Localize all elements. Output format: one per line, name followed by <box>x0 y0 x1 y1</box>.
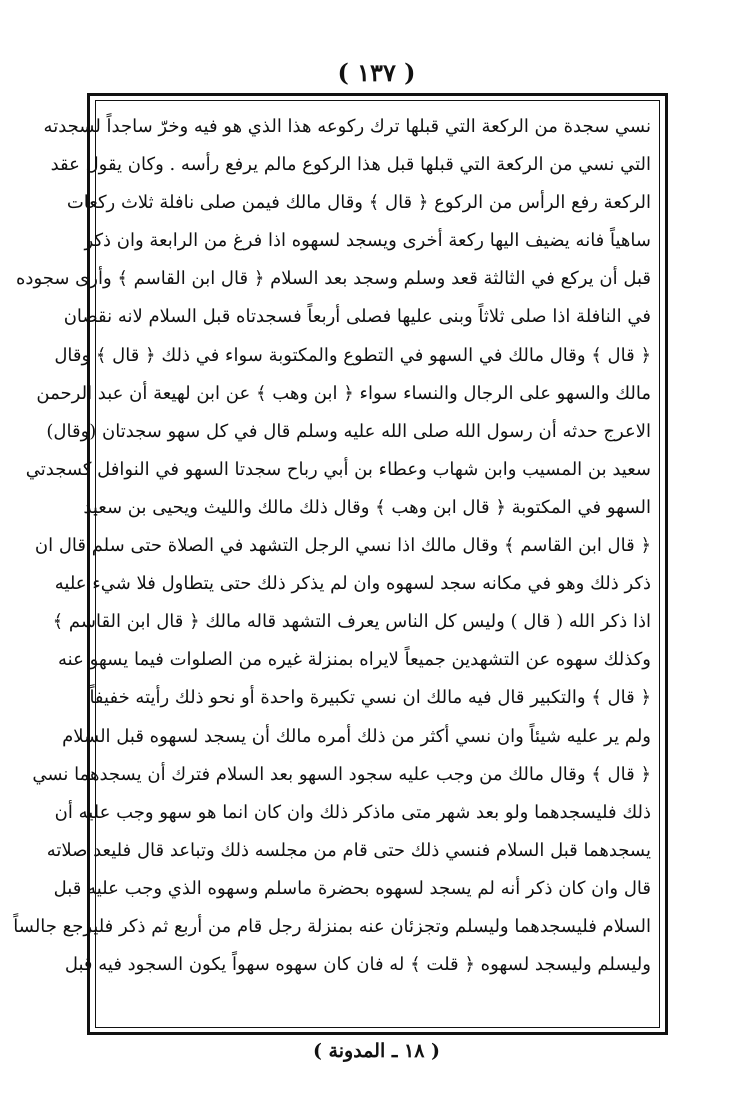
text-line: ﴿ قال ابن القاسم ﴾ وقال مالك اذا نسي الرجل التشهد في الصلاة حتى سلم قال ان <box>34 535 651 557</box>
text-line: قبل أن يركع في الثالثة قعد وسلم وسجد بعد السلام ﴿ قال ابن القاسم ﴾ وأرى سجوده <box>16 268 651 290</box>
text-line: ذكر ذلك وهو في مكانه سجد لسهوه وان لم يذكر ذلك حتى يتطاول فلا شيء عليه <box>54 573 651 595</box>
text-line: قال وان كان ذكر أنه لم يسجد لسهوه بحضرة ماسلم وسهوه الذي وجب عليه قبل <box>53 877 651 899</box>
text-line: ﴿ قال ﴾ وقال مالك في السهو في التطوع والمكتوبة سواء في ذلك ﴿ قال ﴾ وقال <box>54 344 651 366</box>
text-line: الركعة رفع الرأس من الركوع ﴿ قال ﴾ وقال مالك فيمن صلى نافلة ثلاث ركعات <box>66 192 651 214</box>
text-line: وكذلك سهوه عن التشهدين جميعاً لايراه بمنزلة غيره من الصلوات فيما يسهو عنه <box>58 649 651 671</box>
body-text <box>13 108 651 1022</box>
text-line: السهو في المكتوبة ﴿ قال ابن وهب ﴾ وقال ذلك مالك والليث ويحيى بن سعيد <box>83 496 651 518</box>
text-line: يسجدهما قبل السلام فنسي ذلك حتى قام من مجلسه ذلك وتباعد قال فليعد صلاته <box>46 839 651 861</box>
text-line: الاعرج حدثه أن رسول الله صلى الله عليه وسلم قال في كل سهو سجدتان (وقال) <box>46 420 651 442</box>
text-line: ﴿ قال ﴾ والتكبير قال فيه مالك ان نسي تكبيرة واحدة أو نحو ذلك رأيته خفيفاً <box>89 687 651 709</box>
signature-mark: ( ١٨ ـ المدونة ) <box>312 1040 441 1062</box>
text-line: ﴿ قال ﴾ وقال مالك من وجب عليه سجود السهو بعد السلام فترك أن يسجدهما نسي <box>32 763 651 785</box>
text-line: وليسلم وليسجد لسهوه ﴿ قلت ﴾ له فان كان سهوه سهواً يكون السجود فيه قبل <box>64 954 651 976</box>
text-line: سعيد بن المسيب وابن شهاب وعطاء بن أبي رباح سجدتا السهو في النوافل كسجدتي <box>25 458 651 480</box>
text-line: ساهياً فانه يضيف اليها ركعة أخرى ويسجد لسهوه اذا فرغ من الرابعة وان ذكر <box>84 230 651 252</box>
text-line: السلام فليسجدهما وليسلم وتجزئان عنه بمنزلة رجل قام من أربع ثم ذكر فليرجع جالساً <box>13 915 651 937</box>
text-line: اذا ذكر الله ( قال ) وليس كل الناس يعرف التشهد قاله مالك ﴿ قال ابن القاسم ﴾ <box>52 611 651 633</box>
text-line: نسي سجدة من الركعة التي قبلها ترك ركوعه هذا الذي هو فيه وخرّ ساجداً لسجدته <box>43 116 651 137</box>
text-line: في النافلة اذا صلى ثلاثاً وبنى عليها فصلى أربعاً فسجدتاه قبل السلام لانه نقصان <box>63 306 651 328</box>
text-line: التي نسي من الركعة التي قبلها قبل هذا الركوع مالم يرفع رأسه . وكان يقول عقد <box>50 154 651 176</box>
text-line: ولم ير عليه شيئاً وان نسي أكثر من ذلك أمره مالك أن يسجد لسهوه قبل السلام <box>62 725 651 747</box>
text-line: ذلك فليسجدهما ولو بعد شهر متى ماذكر ذلك وان كان انما هو سهو وجب عليه أن <box>54 801 651 823</box>
text-line: مالك والسهو على الرجال والنساء سواء ﴿ ابن وهب ﴾ عن ابن لهيعة أن عبد الرحمن <box>36 382 651 404</box>
page-number: ( ١٣٧ ) <box>337 58 416 87</box>
